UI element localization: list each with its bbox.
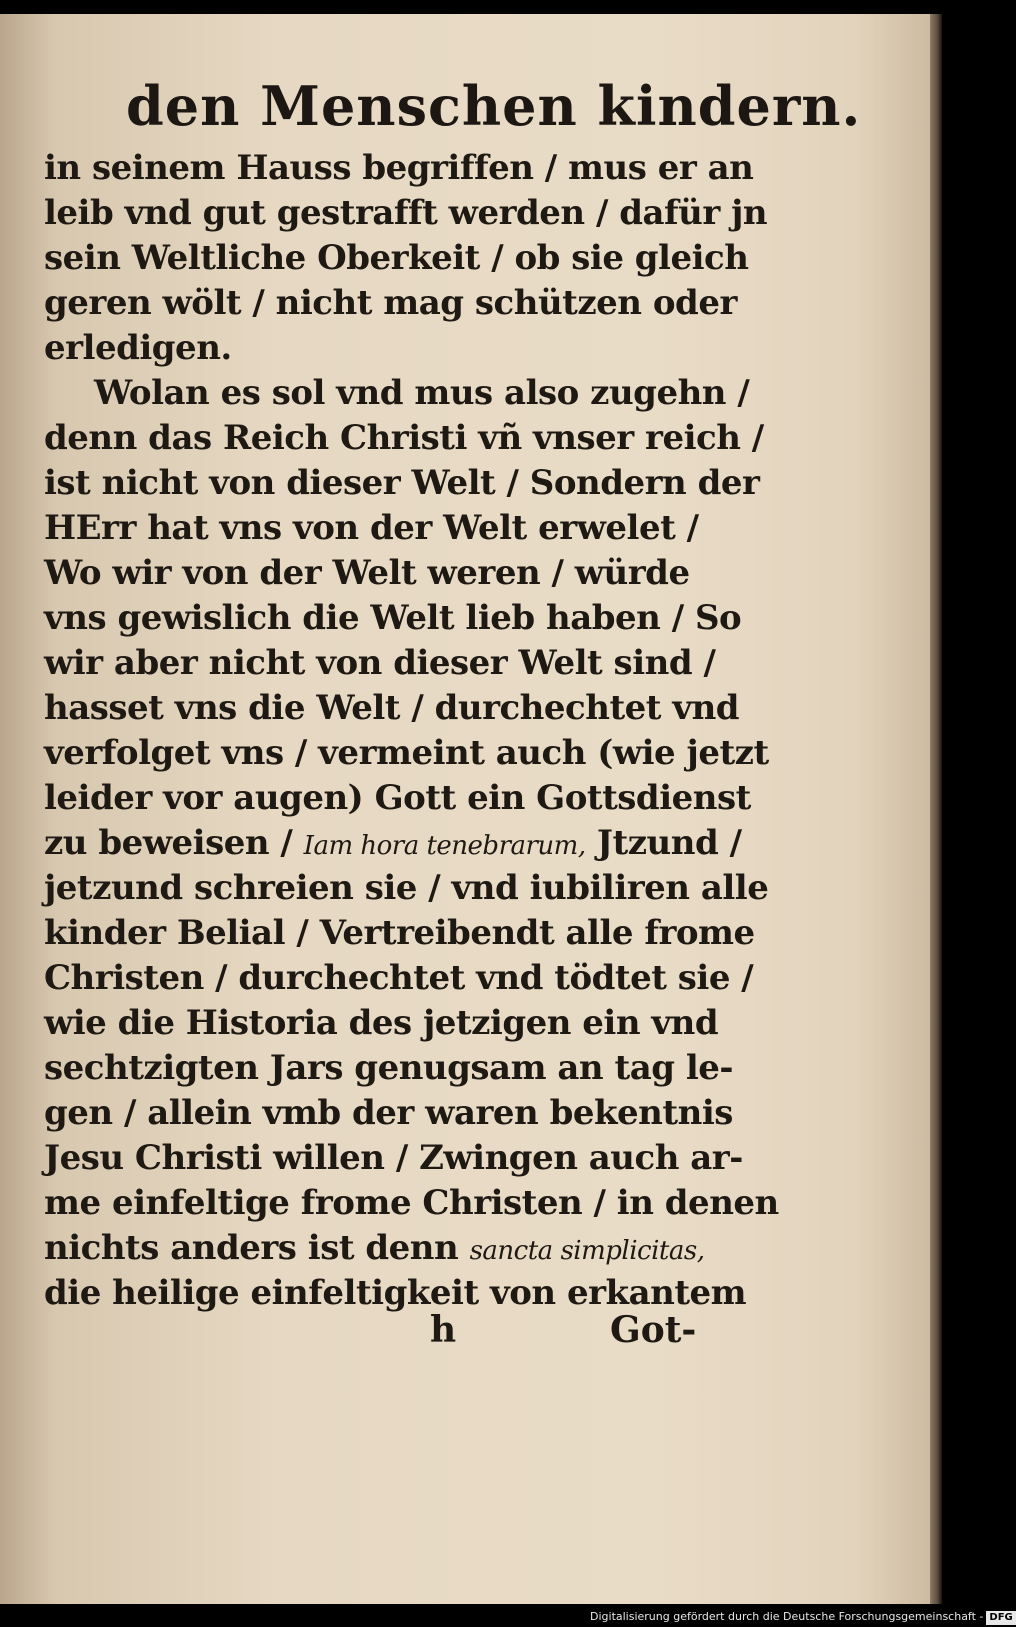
line-text: kinder Belial / Vertreibendt alle frome — [44, 913, 755, 953]
page-foot — [0, 1309, 720, 1359]
text-line — [44, 371, 750, 416]
text-line — [44, 146, 754, 191]
line-text: ist nicht von dieser Welt / Sondern der — [44, 463, 760, 503]
dfg-logo: DFG — [986, 1611, 1015, 1625]
line-text-tail: Jtzund / — [585, 823, 742, 863]
line-text: verfolget vns / vermeint auch (wie jetzt — [44, 733, 769, 773]
text-line — [44, 866, 769, 911]
running-head: den Menschen kindern. — [126, 74, 862, 138]
text-line — [44, 596, 742, 641]
line-text: wie die Historia des jetzigen ein vnd — [44, 1003, 719, 1043]
line-text: Jesu Christi willen / Zwingen auch ar- — [44, 1138, 743, 1178]
text-line — [44, 821, 742, 866]
latin-phrase: sancta simplicitas, — [469, 1236, 705, 1266]
body-text — [44, 146, 779, 1316]
text-line — [44, 1091, 733, 1136]
line-text: in seinem Hauss begriffen / mus er an — [44, 148, 754, 188]
text-line — [44, 776, 751, 821]
line-text: gen / allein vmb der waren bekentnis — [44, 1093, 733, 1133]
line-text: leib vnd gut gestrafft werden / dafür jn — [44, 193, 768, 233]
line-text: erledigen. — [44, 328, 232, 368]
digitization-credit — [590, 1608, 1013, 1625]
page-edge — [930, 14, 942, 1604]
text-line — [44, 191, 768, 236]
line-text: nichts anders ist denn — [44, 1228, 470, 1268]
line-text: geren wölt / nicht mag schützen oder — [44, 283, 737, 323]
text-line — [44, 551, 724, 596]
text-line — [44, 461, 760, 506]
line-text: me einfeltige frome Christen / in denen — [44, 1183, 779, 1223]
line-text: die heilige einfeltigkeit von erkantem — [44, 1273, 747, 1313]
line-text: vns gewislich die Welt lieb haben / So — [44, 598, 742, 638]
line-text: wir aber nicht von dieser Welt sind / — [44, 643, 716, 683]
line-text: Wo wir von der Welt weren / würde — [44, 553, 690, 593]
line-text: leider vor augen) Gott ein Gottsdienst — [44, 778, 751, 818]
line-text: Wolan es sol vnd mus also zugehn / — [94, 373, 750, 413]
credit-text: Digitalisierung gefördert durch die Deutsche Forschungsgemeinschaft - — [590, 1610, 984, 1623]
text-line — [44, 731, 769, 776]
text-line — [44, 1226, 724, 1271]
text-line — [44, 506, 724, 551]
line-text: hasset vns die Welt / durchechtet vnd — [44, 688, 740, 728]
text-line — [44, 956, 754, 1001]
text-line — [44, 641, 724, 686]
text-line — [44, 236, 749, 281]
text-line — [44, 281, 737, 326]
text-line — [44, 1001, 724, 1046]
text-line — [44, 326, 724, 371]
line-text: denn das Reich Christi vñ vnser reich / — [44, 418, 764, 458]
text-line — [44, 1181, 779, 1226]
text-line — [44, 416, 764, 461]
latin-phrase: Iam hora tenebrarum, — [303, 831, 586, 861]
line-text: zu beweisen / — [44, 823, 304, 863]
text-line — [44, 1136, 743, 1181]
text-line — [44, 911, 755, 956]
line-text: sein Weltliche Oberkeit / ob sie gleich — [44, 238, 749, 278]
catchword: Got- — [610, 1309, 697, 1351]
text-line — [44, 1046, 733, 1091]
book-page — [0, 14, 930, 1604]
text-line — [44, 686, 740, 731]
line-text: Christen / durchechtet vnd tödtet sie / — [44, 958, 754, 998]
line-text: sechtzigten Jars genugsam an tag le- — [44, 1048, 733, 1088]
line-text: jetzund schreien sie / vnd iubiliren alle — [44, 868, 769, 908]
line-text: HErr hat vns von der Welt erwelet / — [44, 508, 699, 548]
signature-mark: h — [430, 1309, 457, 1351]
